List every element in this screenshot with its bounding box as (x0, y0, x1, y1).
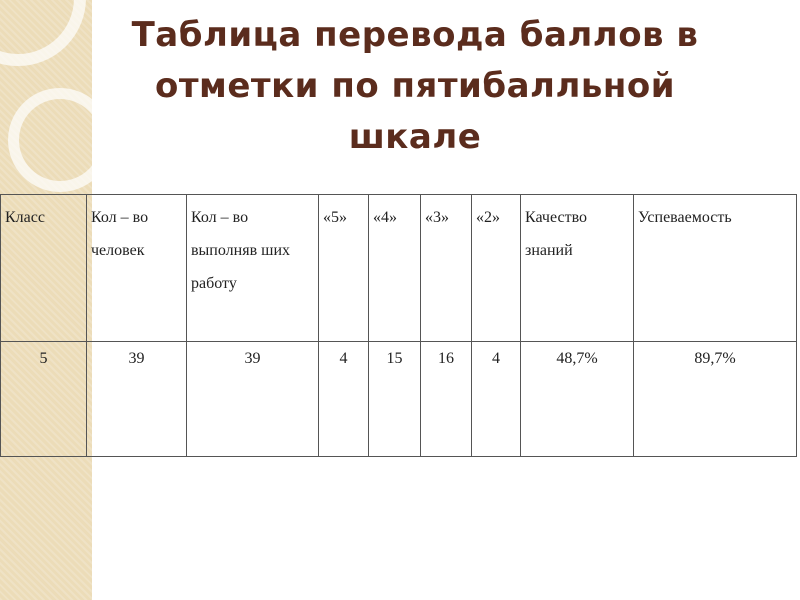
cell-grade-2: 4 (472, 342, 521, 457)
cell-knowledge-quality: 48,7% (521, 342, 634, 457)
cell-success-rate: 89,7% (634, 342, 797, 457)
header-success-rate: Успеваемость (634, 195, 797, 342)
decorative-ring (8, 88, 92, 192)
cell-grade-5: 4 (319, 342, 369, 457)
cell-completed-count: 39 (187, 342, 319, 457)
header-student-count: Кол – во человек (87, 195, 187, 342)
header-row (1, 195, 797, 342)
decorative-ring (0, 0, 86, 66)
table-body (1, 342, 797, 457)
header-class: Класс (1, 195, 87, 342)
header-knowledge-quality: Качество знаний (521, 195, 634, 342)
header-grade-3: «3» (421, 195, 472, 342)
table-header (1, 195, 797, 342)
header-grade-2: «2» (472, 195, 521, 342)
header-grade-5: «5» (319, 195, 369, 342)
grades-table (0, 194, 797, 457)
cell-grade-4: 15 (369, 342, 421, 457)
cell-student-count: 39 (87, 342, 187, 457)
slide-title: Таблица перевода баллов в отметки по пятибалльной шкале (131, 15, 699, 157)
cell-grade-3: 16 (421, 342, 472, 457)
cell-class: 5 (1, 342, 87, 457)
header-grade-4: «4» (369, 195, 421, 342)
table-row (1, 342, 797, 457)
header-completed-count: Кол – во выполняв ших работу (187, 195, 319, 342)
